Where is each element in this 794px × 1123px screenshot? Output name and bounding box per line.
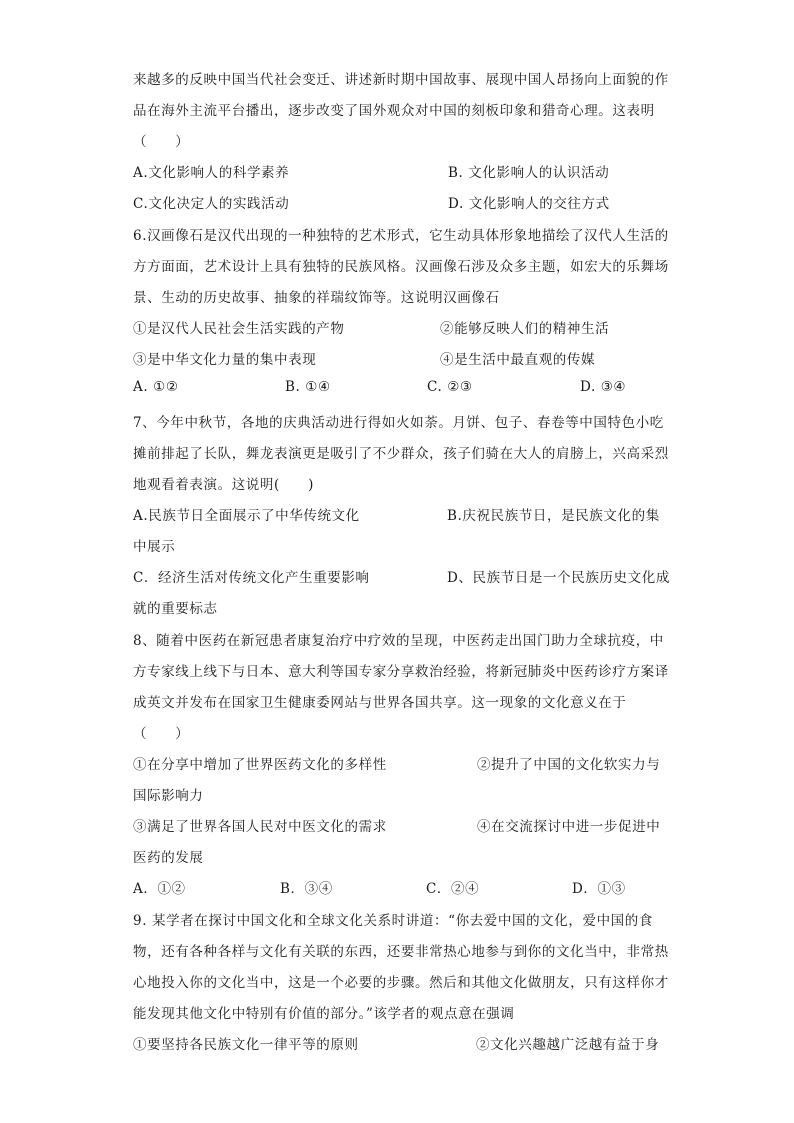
text-line: 方专家线上线下与日本、意大利等国专家分享救治经验，将新冠肺炎中医药诊疗方案译: [133, 664, 669, 680]
text-line: 品在海外主流平台播出，逐步改变了国外观众对中国的刻板印象和猎奇心理。这表明: [133, 103, 655, 119]
text-line: 成英文并发布在国家卫生健康委网站与世界各国共享。这一现象的文化意义在于: [133, 695, 627, 711]
statement-2: ②提升了中国的文化软实力与: [477, 757, 661, 773]
statement-4: ④在交流探讨中进一步促进中: [477, 819, 661, 835]
text-line: 来越多的反映中国当代社会变迁、讲述新时期中国故事、展现中国人昂扬向上面貌的作: [133, 72, 669, 88]
text-line: 心地投入你的文化当中，这是一个必要的步骤。然后和其他文化做朋友，只有这样你才: [133, 975, 669, 991]
option-b: B.庆祝民族节日，是民族文化的集: [447, 508, 660, 524]
statement-3: ③是中华文化力量的集中表现: [133, 352, 317, 368]
text-line: 中展示: [133, 539, 176, 555]
statement-1: ①要坚持各民族文化一律平等的原则: [133, 1037, 359, 1053]
text-line: 摊前排起了长队，舞龙表演更是吸引了不少群众，孩子们骑在大人的肩膀上，兴高采烈: [133, 446, 669, 462]
option-a: A.民族节日全面展示了中华传统文化: [133, 508, 360, 524]
text-line: 就的重要标志: [133, 601, 218, 617]
text-line: 医药的发展: [133, 850, 204, 866]
option-d: D. ③④: [580, 379, 627, 395]
statement-1: ①在分享中增加了世界医药文化的多样性: [133, 757, 387, 773]
question-7: 7、今年中秋节，各地的庆典活动进行得如火如荼。月饼、包子、春卷等中国特色小吃: [133, 415, 664, 431]
statement-2: ②文化兴趣越广泛越有益于身: [476, 1037, 660, 1053]
option-c: C．②④: [426, 881, 480, 897]
option-d: D. 文化影响人的交往方式: [448, 196, 610, 212]
question-6: 6.汉画像石是汉代出现的一种独特的艺术形式，它生动具体形象地描绘了汉代人生活的: [133, 228, 669, 244]
text-line: 景、生动的历史故事、抽象的祥瑞纹饰等。这说明汉画像石: [133, 290, 500, 306]
statement-2: ②能够反映人们的精神生活: [440, 321, 610, 337]
option-b: B. ①④: [285, 379, 331, 395]
option-c: C．经济生活对传统文化产生重要影响: [133, 570, 370, 586]
statement-1: ①是汉代人民社会生活实践的产物: [133, 321, 345, 337]
question-9: 9. 某学者在探讨中国文化和全球文化关系时讲道：“你去爱中国的文化，爱中国的食: [133, 913, 653, 929]
option-a: A．①②: [133, 881, 186, 897]
text-line: （ ）: [133, 726, 190, 742]
option-a: A.文化影响人的科学素养: [133, 165, 290, 181]
statement-4: ④是生活中最直观的传媒: [440, 352, 596, 368]
option-c: C. ②③: [427, 379, 473, 395]
question-8: 8、随着中医药在新冠患者康复治疗中疗效的呈现，中医药走出国门助力全球抗疫，中: [133, 633, 664, 649]
text-line: 国际影响力: [133, 788, 204, 804]
option-a: A. ①②: [133, 379, 179, 395]
option-d: D、民族节日是一个民族历史文化成: [447, 570, 670, 586]
text-line: 物，还有各种各样与文化有关联的东西，还要非常热心地参与到你的文化当中，非常热: [133, 944, 669, 960]
text-line: （ ）: [133, 134, 190, 150]
option-d: D．①③: [572, 881, 626, 897]
text-line: 方方面面，艺术设计上具有独特的民族风格。汉画像石涉及众多主题，如宏大的乐舞场: [133, 259, 669, 275]
option-b: B. 文化影响人的认识活动: [448, 165, 610, 181]
text-line: 能发现其他文化中特别有价值的部分。”该学者的观点意在强调: [133, 1006, 515, 1022]
option-b: B．③④: [280, 881, 333, 897]
text-line: 地观看着表演。这说明( ): [133, 477, 314, 493]
option-c: C.文化决定人的实践活动: [133, 196, 290, 212]
statement-3: ③满足了世界各国人民对中医文化的需求: [133, 819, 387, 835]
